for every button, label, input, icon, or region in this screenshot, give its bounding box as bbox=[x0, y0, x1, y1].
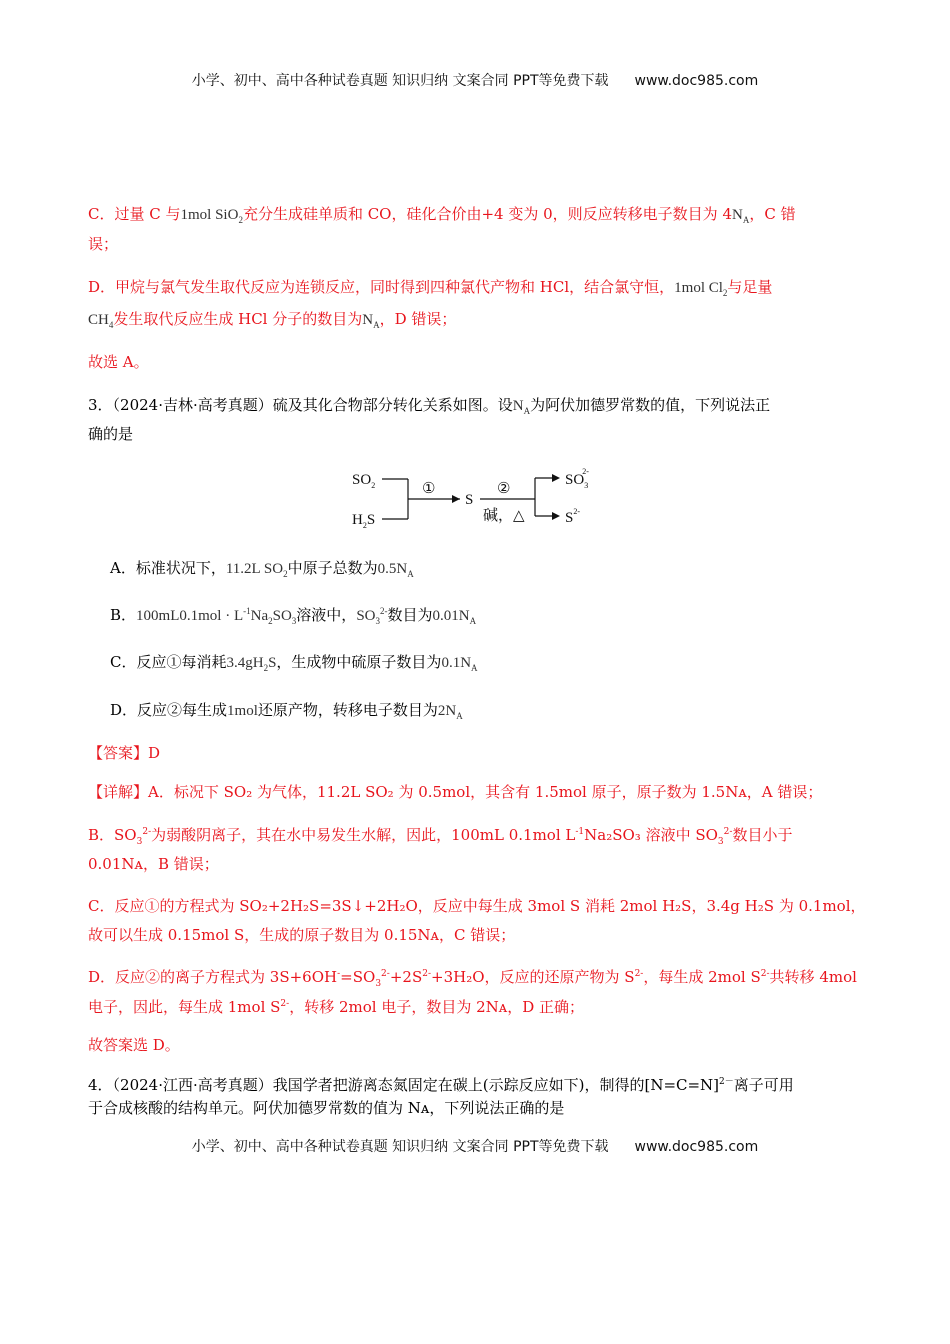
explanation-label: 【详解】 bbox=[88, 783, 149, 801]
explanation-d-line2: 电子，因此，每生成 1mol $S^{2-}$，转移 2mol 电子，数目为 2Nᴀ，D 正确； bbox=[88, 998, 585, 1016]
footer-site-link[interactable]: www.doc985.com bbox=[634, 1139, 759, 1155]
step-2-condition: 碱，△ bbox=[483, 508, 525, 524]
formula-cl2: 1mol $Cl_2$ bbox=[674, 280, 728, 298]
header-site-link[interactable]: www.doc985.com bbox=[634, 73, 759, 89]
explanation-c-line1: C．反应①的方程式为 SO₂+2H₂S=3S↓+2H₂O，反应中每生成 3mol S 消耗 2mol H₂S，3.4g H₂S 为 0.1mol， bbox=[88, 897, 866, 915]
prev-conclusion: 故选 A。 bbox=[88, 353, 149, 371]
q3-option-c[interactable]: C．反应①每消耗$3.4gH_2S$，生成物中硫原子数目为$0.1N_A$ bbox=[110, 653, 478, 673]
formula-sio2: 1mol SiO$_2$ bbox=[180, 207, 243, 225]
page-footer bbox=[0, 1136, 950, 1156]
q3-stem-line1: 3．（2024·吉林·高考真题）硫及其化合物部分转化关系如图。设$N_A$为阿伏加德罗常数的值，下列说法正 bbox=[88, 396, 771, 416]
diagram-so3-label: $SO_32-$ bbox=[565, 467, 589, 490]
page-header bbox=[0, 70, 950, 90]
prev-option-c-line2: 误； bbox=[88, 235, 119, 253]
explanation-b-line1: B．$SO_3^{2-}$为弱酸阴离子，其在水中易发生水解，因此，100mL 0.1mol $L^{-1}Na_2SO_3$ 溶液中 $SO_3^{2-}$数目小于 bbox=[88, 826, 793, 847]
step-1-label: ① bbox=[422, 481, 436, 497]
explanation-c-line2: 故可以生成 0.15mol S，生成的原子数目为 0.15Nᴀ，C 错误； bbox=[88, 926, 516, 944]
q3-option-b[interactable]: B．$100mL0.1mol \cdot L^{-1}Na_2SO_3$溶液中，$SO_3^{2-}$数目为$0.01N_A$ bbox=[110, 606, 477, 626]
step-2-label: ② bbox=[497, 481, 511, 497]
sulfur-conversion-diagram bbox=[340, 462, 610, 534]
q3-option-d[interactable]: D．反应②每生成1mol还原产物，转移电子数目为$2N_A$ bbox=[110, 701, 463, 721]
q3-option-a[interactable]: A．标准状况下，11.2L $SO_2$中原子总数为$0.5N_A$ bbox=[110, 559, 414, 579]
answer-label: 【答案】D bbox=[88, 744, 161, 762]
diagram-s-label: S bbox=[465, 492, 474, 508]
diagram-so2-label: $SO_2$ bbox=[352, 472, 376, 490]
q4-stem-line1: 4．（2024·江西·高考真题）我国学者把游离态氮固定在碳上(示踪反应如下)，制得的[N=C=N]$^{2-}$离子可用 bbox=[88, 1076, 794, 1094]
q3-stem-line2: 确的是 bbox=[88, 425, 134, 443]
explanation-a: 【详解】A．标况下 SO₂ 为气体，11.2L SO₂ 为 0.5mol，其含有 1.5mol 原子，原子数为 1.5Nᴀ，A 错误； bbox=[88, 783, 823, 801]
diagram-h2s-label: $H_2S$ bbox=[352, 512, 376, 530]
formula-ch4: $CH_4$ bbox=[88, 312, 114, 330]
footer-text: 小学、初中、高中各种试卷真题 知识归纳 文案合同 PPT等免费下载 bbox=[191, 1139, 609, 1155]
prev-option-d-line1: D．甲烷与氯气发生取代反应为连锁反应，同时得到四种氯代产物和 HCl，结合氯守恒，1mol $Cl_2$与足量 bbox=[88, 278, 773, 298]
header-text: 小学、初中、高中各种试卷真题 知识归纳 文案合同 PPT等免费下载 bbox=[191, 73, 609, 89]
formula-na: $N_A$ bbox=[362, 312, 380, 330]
prev-option-d-line2: $CH_4$发生取代反应生成 HCl 分子的数目为$N_A$，D 错误； bbox=[88, 310, 457, 330]
q4-stem-line2: 于合成核酸的结构单元。阿伏加德罗常数的值为 Nᴀ，下列说法正确的是 bbox=[88, 1099, 565, 1117]
diagram-s2-label: $S^{2-}$ bbox=[565, 507, 581, 526]
explanation-b-line2: 0.01Nᴀ，B 错误； bbox=[88, 855, 219, 873]
explanation-d-line1: D．反应②的离子方程式为 $3S+6OH^-=SO_3^{2-}+2S^{2-}+3H_2O$，反应的还原产物为 $S^{2-}$，每生成 2mol $S^{2-}$共转移 4mol bbox=[88, 968, 857, 989]
formula-na: $N_A$ bbox=[732, 207, 750, 225]
formula-na: $N_A$ bbox=[512, 398, 531, 416]
prev-option-c-line1: C．过量 C 与1mol SiO$_2$充分生成硅单质和 CO，硅化合价由+4 变为 0，则反应转移电子数目为 $4N_A$，C 错 bbox=[88, 205, 796, 225]
answer-conclusion: 故答案选 D。 bbox=[88, 1036, 180, 1054]
